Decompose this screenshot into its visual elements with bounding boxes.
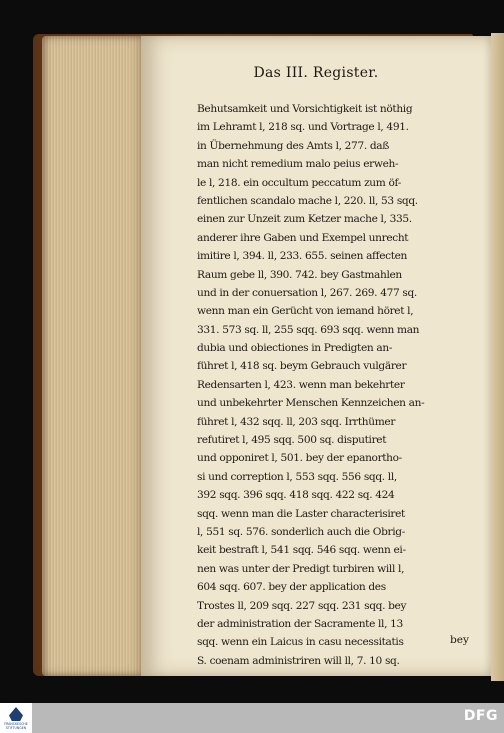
text-line: im Lehramt l, 218 sq. und Vortrage l, 491. (197, 121, 409, 134)
text-line: und unbekehrter Menschen Kennzeichen an- (197, 397, 425, 410)
catchword: bey (449, 634, 469, 646)
text-line: sqq. wenn man die Laster characterisiret (197, 507, 405, 520)
text-line: sqq. wenn ein Laicus in casu necessitatis (197, 636, 404, 649)
text-line: imitire l, 394. ll, 233. 655. seinen affecten (197, 250, 408, 263)
text-line: einen zur Unzeit zum Ketzer mache l, 335. (197, 213, 412, 226)
text-line: keit bestraft l, 541 sqq. 546 sqq. wenn ei- (197, 544, 406, 557)
text-line: si und correption l, 553 sqq. 556 sqq. ll, (197, 470, 397, 483)
text-line: der administration der Sacramente ll, 13 (197, 617, 403, 630)
text-line: 331. 573 sq. ll, 255 sqq. 693 sqq. wenn man (197, 323, 420, 336)
index-text (197, 100, 469, 670)
text-line: anderer ihre Gaben und Exempel unrecht (197, 231, 409, 244)
text-line: und opponiret l, 501. bey der epanortho- (197, 452, 402, 465)
text-line: führet l, 432 sqq. ll, 203 sqq. Irrthümer (197, 415, 396, 428)
francke-logo-label: FRANCKESCHE STIFTUNGEN (4, 722, 28, 730)
book-page (141, 36, 491, 676)
text-line: fentlichen scandalo mache l, 220. ll, 53 sqq. (197, 194, 418, 207)
text-line: S. coenam administriren will ll, 7. 10 sq. (197, 654, 400, 667)
text-line: Redensarten l, 423. wenn man bekehrter (197, 378, 405, 391)
francke-emblem-icon (9, 707, 23, 721)
text-line: und in der conuersation l, 267. 269. 477 sq. (197, 286, 417, 299)
text-line: l, 551 sq. 576. sonderlich auch die Obrig- (197, 525, 405, 538)
dfg-logo: DFG (463, 708, 498, 724)
footer-bar (0, 703, 504, 733)
text-line: Behutsamkeit und Vorsichtigkeit ist nöthig (197, 103, 413, 115)
running-head: Das III. Register. (253, 65, 379, 81)
next-page-edge (491, 33, 504, 681)
text-line: wenn man ein Gerücht von iemand höret l, (197, 305, 414, 318)
text-line: man nicht remedium malo peius erweh- (197, 158, 399, 171)
page-edges (42, 36, 146, 676)
text-line: führet l, 418 sq. beym Gebrauch vulgärer (197, 360, 407, 373)
text-line: refutiret l, 495 sqq. 500 sq. disputiret (197, 434, 387, 447)
text-line: le l, 218. ein occultum peccatum zum öf- (197, 176, 401, 189)
text-line: Raum gebe ll, 390. 742. bey Gastmahlen (197, 268, 402, 281)
text-line: Trostes ll, 209 sqq. 227 sqq. 231 sqq. bey (197, 599, 407, 612)
text-line: in Übernehmung des Amts l, 277. daß (197, 139, 389, 152)
francke-logo (0, 703, 32, 733)
text-line: 604 sqq. 607. bey der application des (197, 581, 386, 594)
text-line: dubia und obiectiones in Predigten an- (197, 342, 393, 355)
text-line: 392 sqq. 396 sqq. 418 sqq. 422 sq. 424 (197, 489, 395, 502)
text-line: nen was unter der Predigt turbiren will l, (197, 562, 405, 575)
